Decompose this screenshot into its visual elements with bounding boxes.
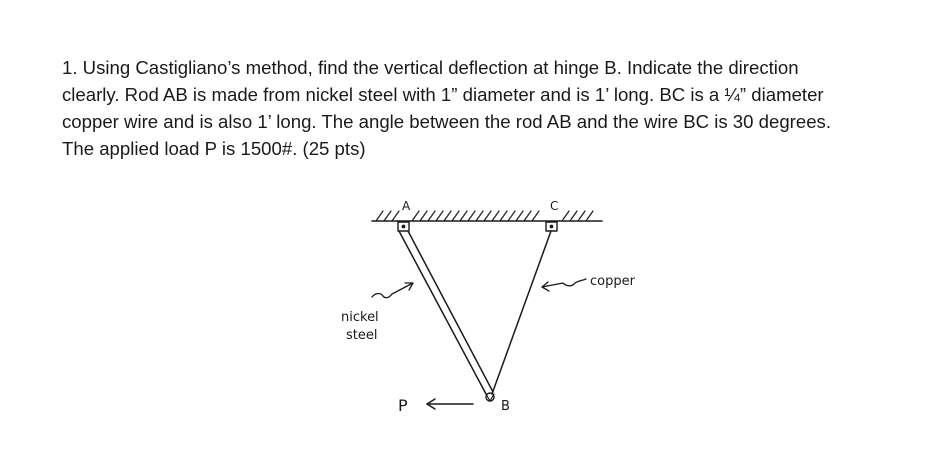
problem-line: copper wire and is also 1’ long. The angle between the rod AB and the wire BC is 30 degrees. [62,111,832,132]
label-p: P [398,396,408,415]
rod-ab-left-edge [399,231,486,394]
wire-bc [492,231,551,394]
rod-ab-right-edge [408,231,493,392]
pin-c [550,225,553,228]
label-b: B [501,399,510,414]
pin-a [402,225,405,228]
problem-line: The applied load P is 1500#. (25 pts) [62,138,366,159]
label-copper: copper [590,274,635,289]
nickel-pointer [372,283,413,298]
label-a: A [402,199,411,213]
label-c: C [550,199,559,213]
label-steel: steel [346,328,378,343]
label-nickel: nickel [341,310,379,325]
problem-line: 1. Using Castigliano’s method, find the vertical deflection at hinge B. Indicate the direction [62,57,799,78]
problem-line: clearly. Rod AB is made from nickel steel with 1” diameter and is 1’ long. BC is a ¼” diameter [62,84,824,105]
copper-pointer [542,279,586,287]
